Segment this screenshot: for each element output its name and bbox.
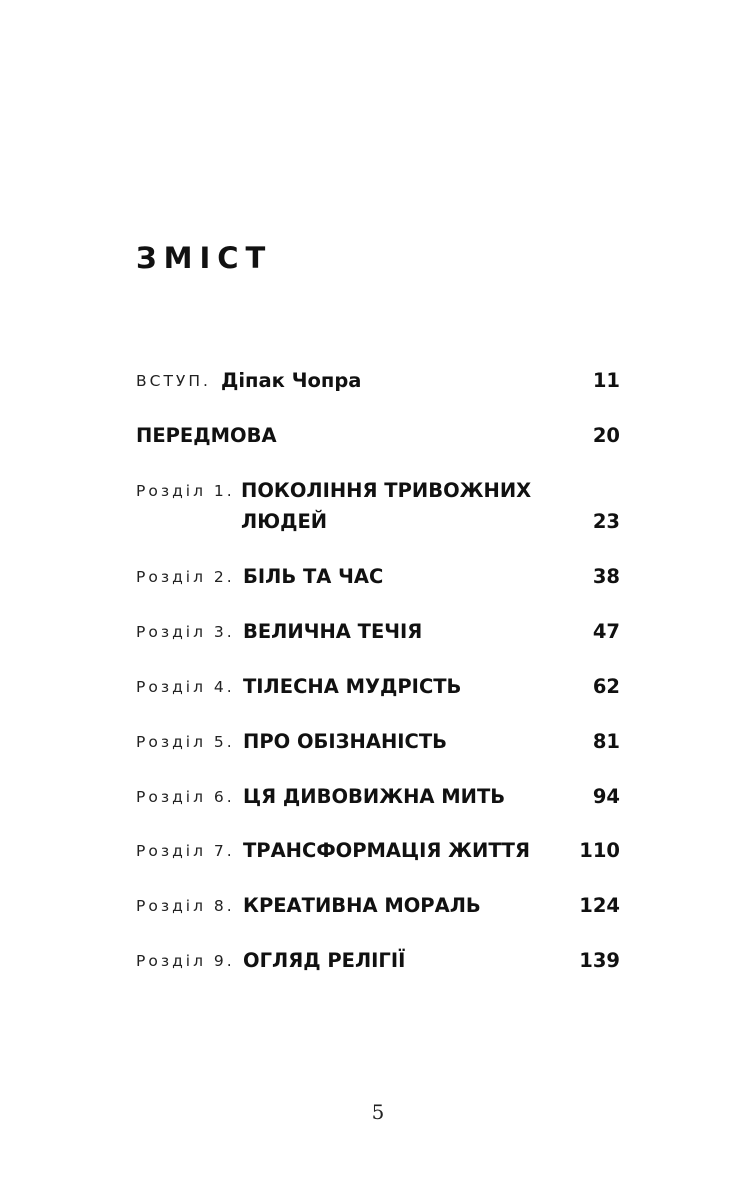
toc-entry-label: Розділ 9. <box>136 952 235 970</box>
toc-entry-page: 11 <box>592 369 620 392</box>
toc-entry-label: Розділ 1. <box>136 482 235 500</box>
toc-entry-title: Діпак Чопра <box>221 369 362 392</box>
toc-entry-title: ТІЛЕСНА МУДРІСТЬ <box>243 675 462 698</box>
toc-entry-page: 23 <box>592 510 620 533</box>
toc-entry-page: 47 <box>592 620 620 643</box>
toc-entry-label: Розділ 3. <box>136 623 235 641</box>
toc-entry-page: 110 <box>579 839 620 862</box>
toc-entry-title: БІЛЬ ТА ЧАС <box>243 565 384 588</box>
toc-entry-page: 139 <box>579 949 620 972</box>
toc-entry-page: 20 <box>592 424 620 447</box>
page-number: 5 <box>371 1100 385 1124</box>
toc-entry-page: 94 <box>592 785 620 808</box>
toc-entry-title-continued: ЛЮДЕЙ <box>241 510 328 533</box>
toc-entry-title: ТРАНСФОРМАЦІЯ ЖИТТЯ <box>243 839 530 862</box>
toc-entry-label: ВСТУП. <box>136 372 211 390</box>
toc-entry-title: ЦЯ ДИВОВИЖНА МИТЬ <box>243 785 506 808</box>
page-title: ЗМІСТ <box>136 241 273 275</box>
toc-entry-page: 124 <box>579 894 620 917</box>
toc-entry-label: Розділ 8. <box>136 897 235 915</box>
toc-entry-label: Розділ 4. <box>136 678 235 696</box>
toc-entry-label: Розділ 7. <box>136 842 235 860</box>
toc-entry-title: ПОКОЛІННЯ ТРИВОЖНИХ <box>241 479 532 502</box>
toc-entry-label: Розділ 2. <box>136 568 235 586</box>
toc-entry-page: 81 <box>592 730 620 753</box>
toc-entry-title: ОГЛЯД РЕЛІГІЇ <box>243 949 406 972</box>
toc-entry-title: ПРО ОБІЗНАНІСТЬ <box>243 730 447 753</box>
toc-entry-title: ПЕРЕДМОВА <box>136 424 277 447</box>
toc-entry-page: 38 <box>592 565 620 588</box>
toc-entry-page: 62 <box>592 675 620 698</box>
toc-entry-title: КРЕАТИВНА МОРАЛЬ <box>243 894 481 917</box>
toc-entry-label: Розділ 5. <box>136 733 235 751</box>
toc-entry-label: Розділ 6. <box>136 788 235 806</box>
toc-entry-title: ВЕЛИЧНА ТЕЧІЯ <box>243 620 423 643</box>
